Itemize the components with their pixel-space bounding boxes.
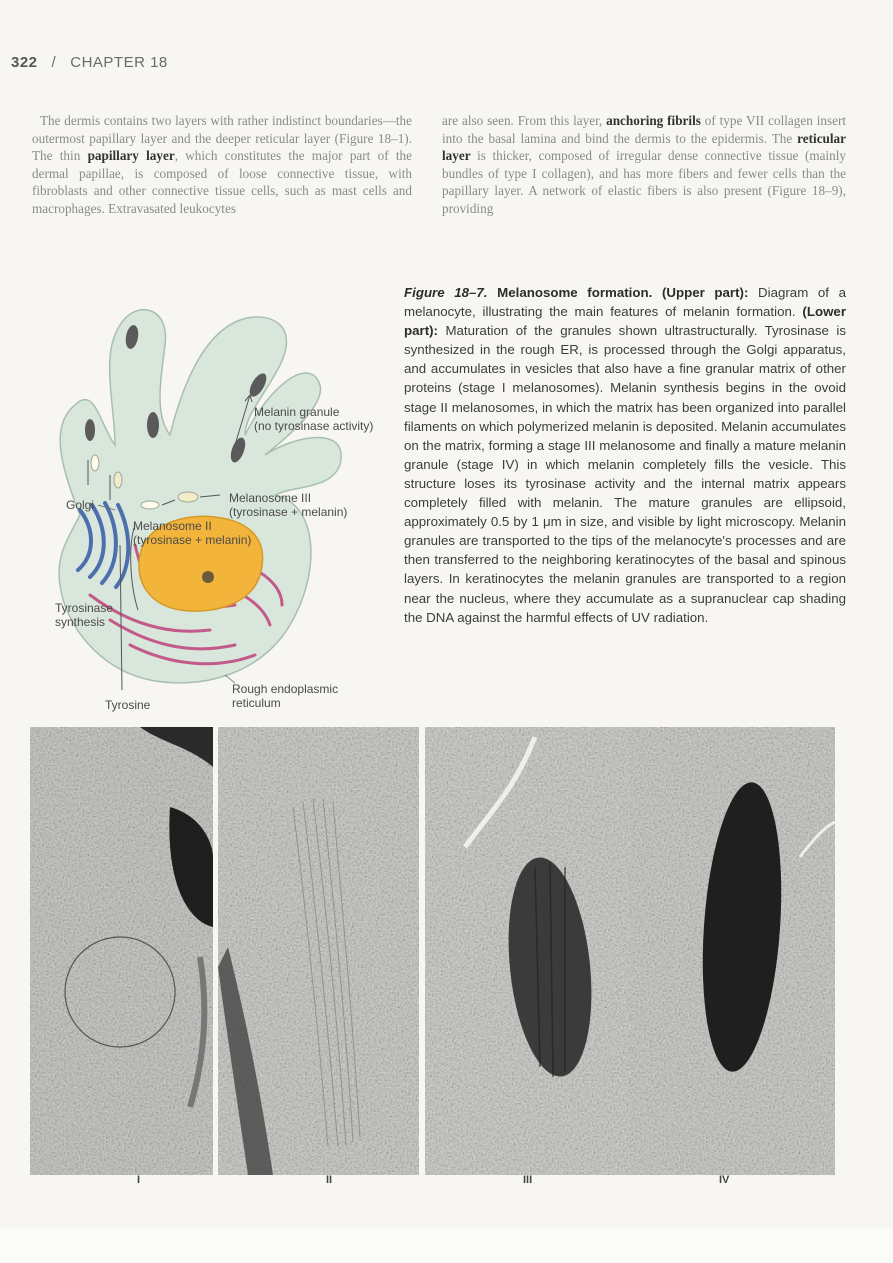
page-bottom-margin [0,1228,893,1263]
figure-caption [404,283,846,627]
body-text-segment: of type VII collagen insert into the basal lamina and bind the dermis to the epidermis. The [442,113,847,146]
micrograph-i-image [30,727,213,1175]
panel-label-i: I [137,1174,141,1186]
label-line: (tyrosinase + melanin) [229,505,348,519]
label-line: synthesis [55,615,106,629]
chapter-title: CHAPTER 18 [70,54,168,71]
label-melanin-granule [254,405,373,433]
page-number: 322 [11,54,38,71]
micrograph-stage-ii [218,727,419,1175]
body-text-left [32,112,412,218]
body-text-segment: is thicker, composed of irregular dense connective tissue (mainly bundles of type I collagen), and has more fibers and fewer cells than the papillary layer. A network of elastic fibers is also present (Figure 18–9), providing [442,148,846,216]
micrograph-stage-iv [630,727,835,1175]
micrograph-iv-image [630,727,835,1175]
label-line: Melanosome III [229,491,312,505]
label-melanosome-ii [133,519,251,547]
nucleolus [202,571,214,583]
page-header [11,54,168,71]
label-tyrosine: Tyrosine [105,698,151,712]
figure-title: Melanosome formation. [487,285,653,300]
label-line: (tyrosinase + melanin) [133,533,252,547]
label-line: reticulum [232,696,281,710]
caption-lower-text: Maturation of the granules shown ultrastructurally. Tyrosinase is synthesized in the rough ER, is processed through the Golgi apparatus, and accumulates in vesicles that also have a fine granular matrix of other proteins (stage I melanosomes). Melanin synthesis begins in the ovoid stage II melanosomes, in which the matrix has been organized into parallel filaments on which polymerized melanin is deposited. Melanin accumulates on the matrix, forming a stage III melanosome and finally a mature melanin granule (stage IV) in which melanin completely fills the vesicle. This structure loses its tyrosinase activity and the internal matrix appears completely filled with melanin. The mature granules are ellipsoid, approximately 0.5 by 1 μm in size, and visible by light microscopy. Melanin granules are transported to the tips of the melanocyte's processes and are then transferred to the neighboring keratinocytes of the basal and spinous layers. In keratinocytes the melanin granules are transported to a region near the nucleus, where they accumulate as a supranuclear cap shading the DNA against the harmful effects of UV radiation. [404,323,846,625]
label-melanosome-iii [229,491,347,519]
micrograph-ii-image [218,727,419,1175]
label-line: Melanin granule [254,405,340,419]
body-text-right [442,112,846,218]
panel-label-iii: III [523,1174,533,1186]
caption-upper-label: (Upper part): [661,285,749,300]
panel-label-ii: II [326,1174,333,1186]
micrograph-stage-iii [425,727,631,1175]
header-separator: / [51,54,57,71]
label-rough-er [232,682,338,710]
label-line: Melanosome II [133,519,212,533]
micrograph-iii-image [425,727,631,1175]
label-line: (no tyrosinase activity) [254,419,374,433]
caption-upper-text: Diagram of a melanocyte, illustrating the main features of melanin formation. [404,285,846,320]
term-reticular-layer: reticular layer [442,130,846,164]
label-golgi: Golgi [66,498,95,512]
label-tyrosinase-synthesis [55,601,113,629]
caption-lower-label: (Lower part): [404,304,846,339]
label-line: Rough endoplasmic [232,682,339,696]
figure-label: Figure 18–7. [404,285,488,300]
term-anchoring-fibrils: anchoring fibrils [606,113,701,128]
melanocyte-diagram [20,285,400,715]
micrograph-stage-i [30,727,213,1175]
panel-label-iv: IV [719,1174,730,1186]
body-text-segment: , which constitutes the major part of the dermal papillae, is composed of loose connective tissue, with fibroblasts and other connective tissue cells, such as mast cells and macrophages. Extravasated leukocytes [32,148,412,216]
label-line: Tyrosinase [55,601,114,615]
body-text-segment: are also seen. From this layer, [442,113,607,128]
term-papillary-layer: papillary layer [87,148,175,164]
body-text-segment: The dermis contains two layers with rather indistinct boundaries—the outermost papillary layer and the deeper reticular layer (Figure 18–1). The thin [32,113,412,164]
